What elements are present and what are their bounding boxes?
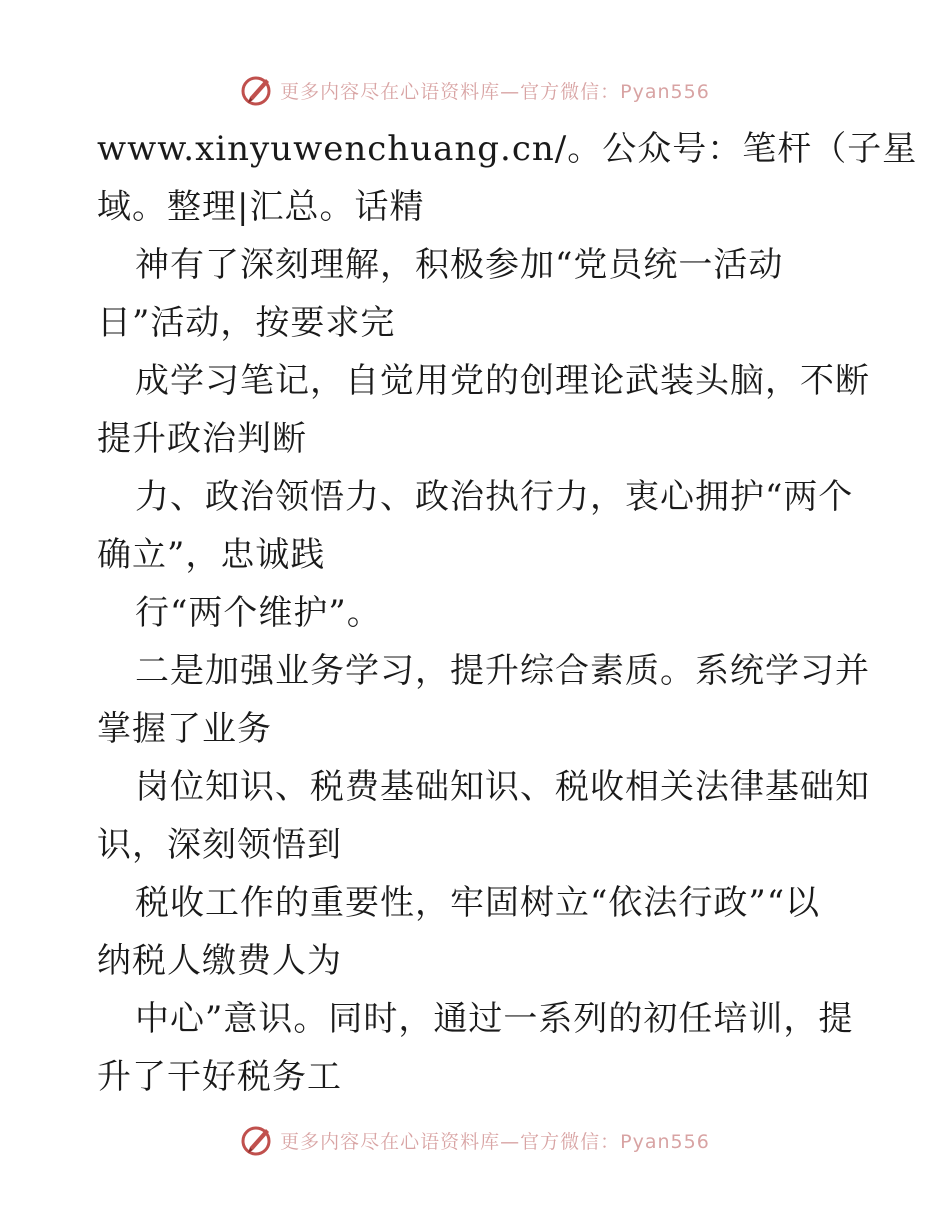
body-line: 掌握了业务 bbox=[97, 709, 272, 749]
body-line: 力、政治领悟力、政治执行力，衷心拥护“两个 bbox=[135, 477, 854, 517]
footer-banner-text: 更多内容尽在心语资料库—官方微信：Pyan556 bbox=[280, 1130, 710, 1153]
body-line: 提升政治判断 bbox=[97, 419, 307, 459]
body-line: 中心”意识。同时，通过一系列的初任培训，提 bbox=[135, 999, 854, 1039]
footer-banner bbox=[0, 1120, 950, 1160]
body-line: 确立”，忠诚践 bbox=[97, 535, 326, 575]
document-body bbox=[97, 124, 918, 1110]
body-line: 域。整理|汇总。话精 bbox=[97, 187, 425, 227]
body-line: 升了干好税务工 bbox=[97, 1057, 342, 1097]
body-line: 税收工作的重要性，牢固树立“依法行政”“以 bbox=[135, 883, 821, 923]
pen-circle-logo-icon bbox=[240, 1123, 274, 1157]
header-banner bbox=[0, 70, 950, 110]
body-line: 行“两个维护”。 bbox=[135, 593, 382, 633]
body-line: www.xinyuwenchuang.cn/。公众号：笔杆（子星 bbox=[97, 129, 918, 169]
body-line: 岗位知识、税费基础知识、税收相关法律基础知 bbox=[135, 767, 870, 807]
body-line: 纳税人缴费人为 bbox=[97, 941, 342, 981]
body-line: 识，深刻领悟到 bbox=[97, 825, 342, 865]
pen-circle-logo-icon bbox=[240, 73, 274, 107]
body-line: 神有了深刻理解，积极参加“党员统一活动 bbox=[135, 245, 784, 285]
body-line: 二是加强业务学习，提升综合素质。系统学习并 bbox=[135, 651, 870, 691]
body-line: 日”活动，按要求完 bbox=[97, 303, 396, 343]
body-line: 成学习笔记，自觉用党的创理论武装头脑，不断 bbox=[135, 361, 870, 401]
header-banner-text: 更多内容尽在心语资料库—官方微信：Pyan556 bbox=[280, 80, 710, 103]
